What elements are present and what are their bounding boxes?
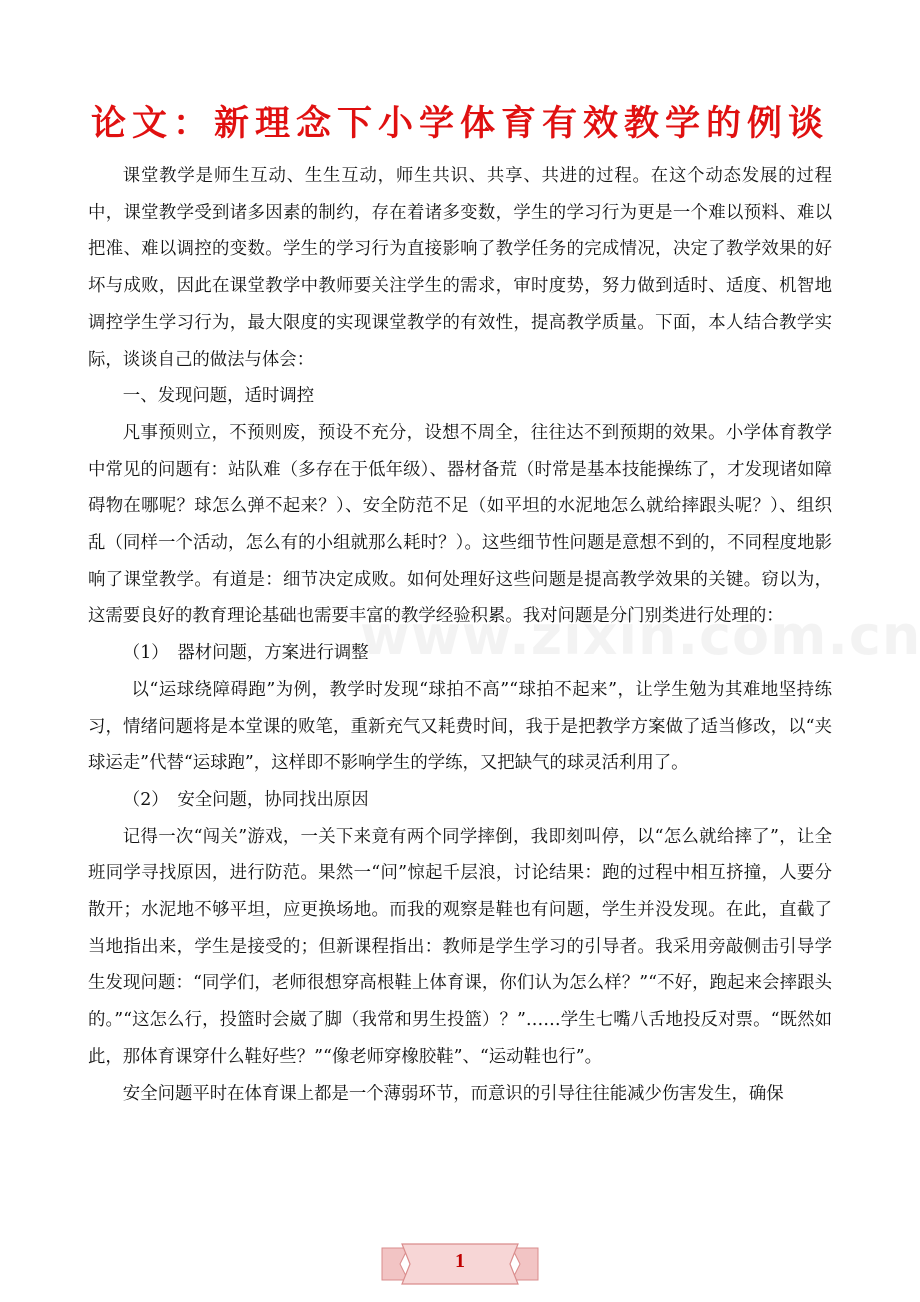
paragraph-equipment: 以“运球绕障碍跑”为例，教学时发现“球拍不高”“球拍不起来”，让学生勉为其难地坚持练习，情绪问题将是本堂课的败笔，重新充气又耗费时间，我于是把教学方案做了适当修改，以“夹球运走”代替“运球跑”，这样即不影响学生的学练，又把缺气的球灵活利用了。 [88,679,832,774]
paragraph-section-1: 凡事预则立，不预则废，预设不充分，设想不周全，往往达不到预期的效果。小学体育教学中常见的问题有：站队难（多存在于低年级）、器材备荒（时常是基本技能操练了，才发现诸如障碍物在哪呢？球怎么弹不起来？）、安全防范不足（如平坦的水泥地怎么就给摔跟头呢？）、组织乱（同样一个活动，怎么有的小组就那么耗时？）。这些细节性问题是意想不到的，不同程度地影响了课堂教学。有道是：细节决定成败。如何处理好这些问题是提高教学效果的关键。窃以为，这需要良好的教育理论基础也需要丰富的教学经验积累。我对问题是分门别类进行处理的： [88,422,832,627]
paragraph-intro: 课堂教学是师生互动、生生互动，师生共识、共享、共进的过程。在这个动态发展的过程中，课堂教学受到诸多因素的制约，存在着诸多变数，学生的学习行为更是一个难以预料、难以把准、难以调控的变数。学生的学习行为直接影响了教学任务的完成情况，决定了教学效果的好坏与成败，因此在课堂教学中教师要关注学生的需求，审时度势，努力做到适时、适度、机智地调控学生学习行为，最大限度的实现课堂教学的有效性，提高教学质量。下面，本人结合教学实际，谈谈自己的做法与体会： [88,166,832,370]
subheading-safety: （2） 安全问题，协同找出原因 [122,789,369,810]
section-heading-1: 一、发现问题，适时调控 [122,386,315,407]
subheading-equipment: （1） 器材问题，方案进行调整 [122,643,369,664]
document-title: 论文：新理念下小学体育有效教学的例谈 [90,104,829,144]
page-number: 1 [455,1250,465,1272]
paragraph-safety-continued: 安全问题平时在体育课上都是一个薄弱环节，而意识的引导往往能减少伤害发生，确保 [122,1083,784,1104]
document-body [88,158,832,1112]
paragraph-safety: 记得一次“闯关”游戏，一关下来竟有两个同学摔倒，我即刻叫停，以“怎么就给摔了”，让全班同学寻找原因，进行防范。果然一“问”惊起千层浪，讨论结果：跑的过程中相互挤撞，人要分散开；水泥地不够平坦，应更换场地。而我的观察是鞋也有问题，学生并没发现。在此，直截了当地指出来，学生是接受的；但新课程指出：教师是学生学习的引导者。我采用旁敲侧击引导学生发现问题：“同学们，老师很想穿高根鞋上体育课，你们认为怎么样？”“不好，跑起来会摔跟头的。”“这怎么行，投篮时会崴了脚（我常和男生投篮）？”……学生七嘴八舌地投反对票。“既然如此，那体育课穿什么鞋好些？”“像老师穿橡胶鞋”、“运动鞋也行”。 [88,826,832,1067]
page-number-banner [380,1240,540,1290]
